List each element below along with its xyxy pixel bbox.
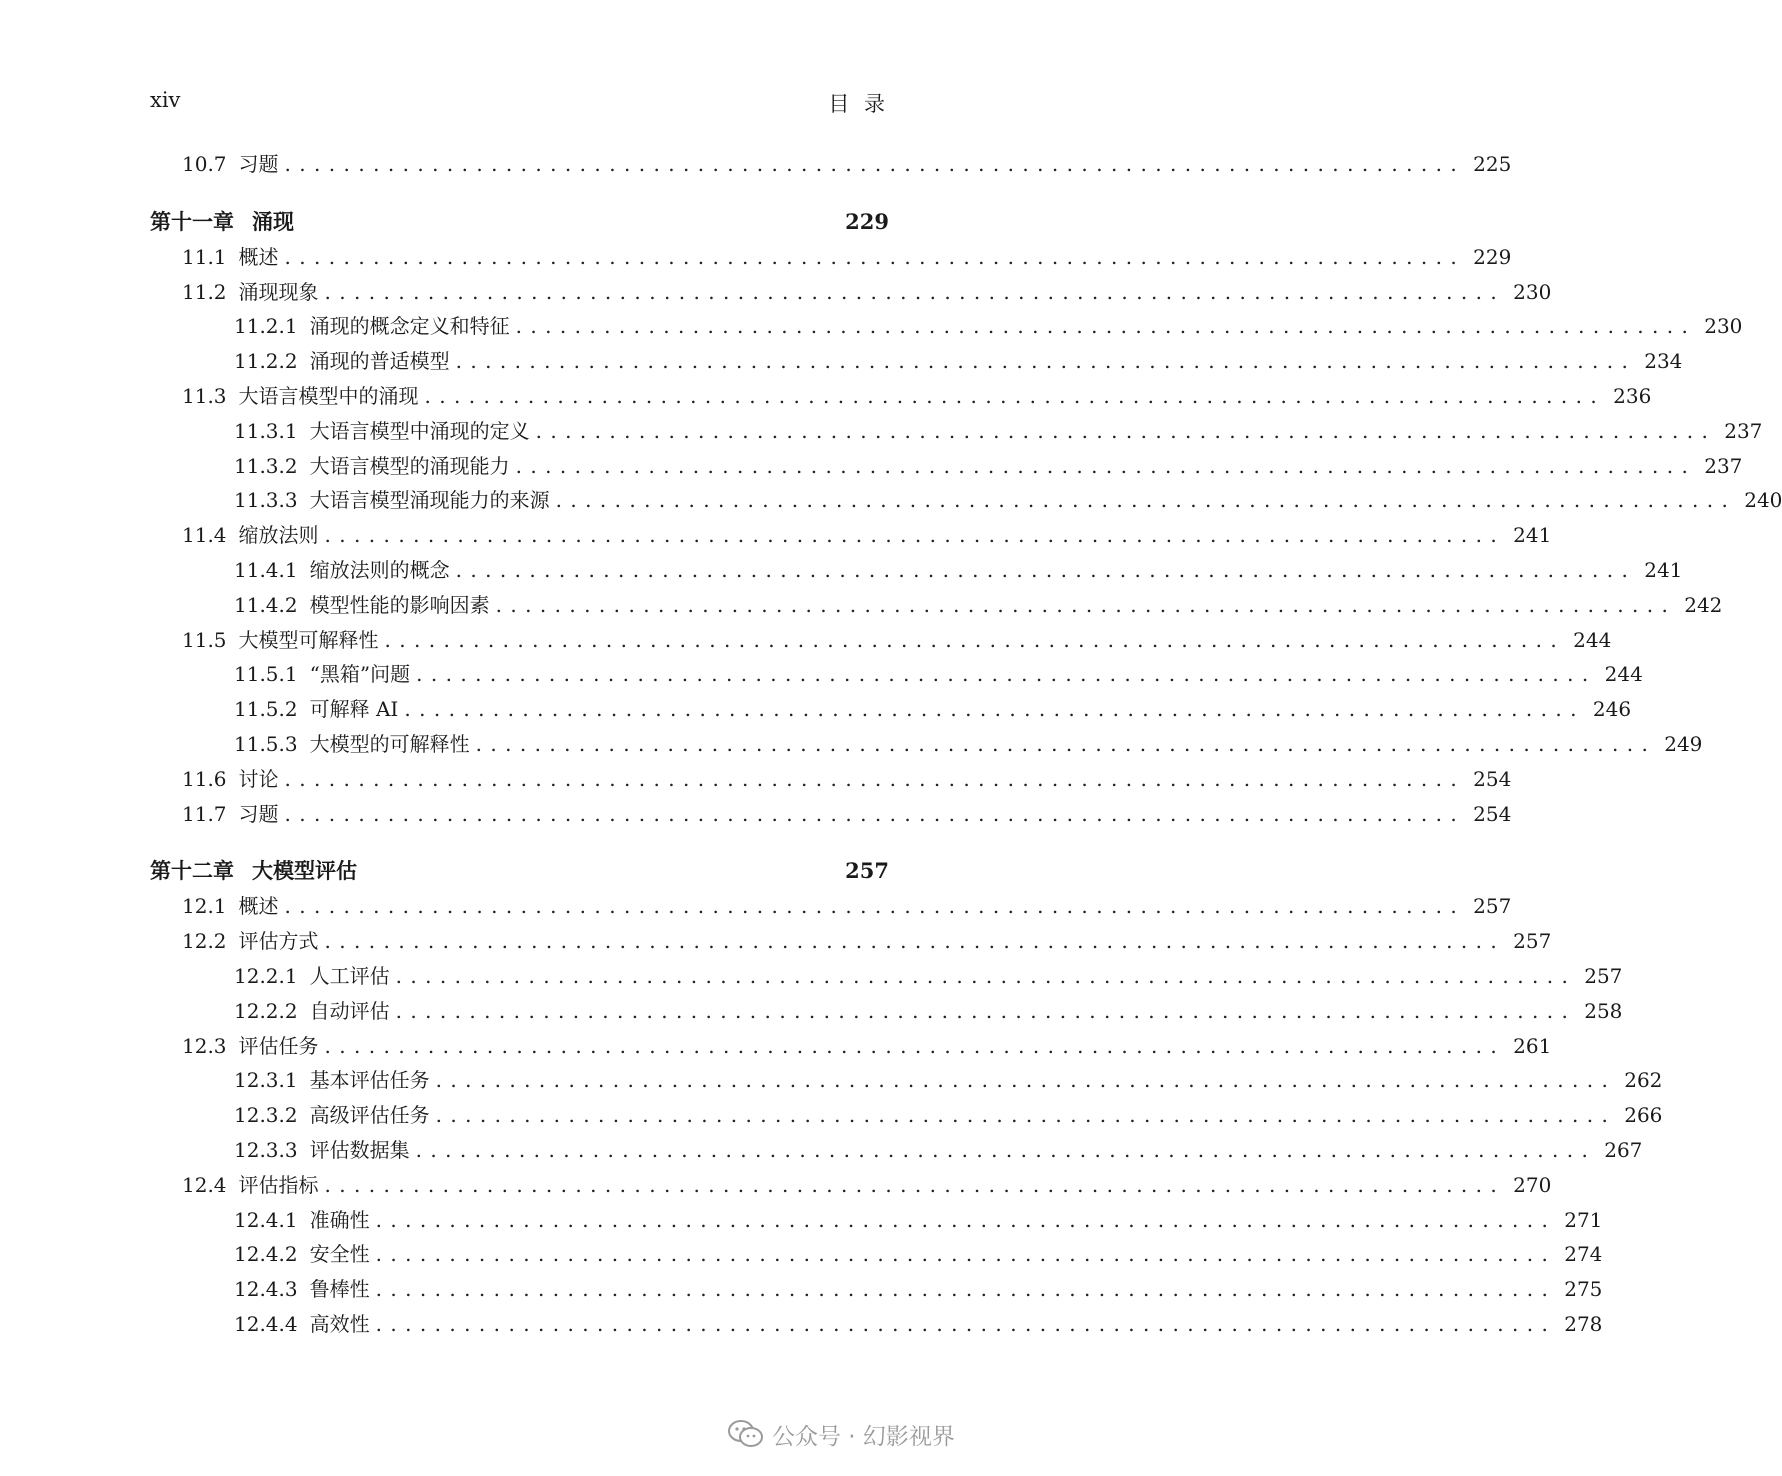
dot-leader: ................................................................................ bbox=[375, 1311, 1557, 1336]
dot-leader: ................................................................................ bbox=[324, 523, 1506, 548]
section-page: 261 bbox=[1513, 1033, 1552, 1058]
section-page: 249 bbox=[1664, 731, 1703, 756]
section-page: 242 bbox=[1684, 592, 1723, 617]
section-title: 概述 bbox=[238, 244, 279, 269]
dot-leader: ................................................................................ bbox=[284, 894, 1466, 919]
dot-leader: ................................................................................ bbox=[424, 383, 1606, 408]
section-number: 11.3.1 bbox=[234, 418, 298, 443]
section-title: 高级评估任务 bbox=[309, 1103, 430, 1128]
dot-leader: ................................................................................ bbox=[475, 731, 1657, 756]
toc-section-row[interactable] bbox=[150, 623, 1612, 658]
section-page: 270 bbox=[1513, 1172, 1552, 1197]
section-title: 大语言模型的涌现能力 bbox=[309, 453, 510, 478]
section-number: 12.4.4 bbox=[234, 1311, 298, 1336]
section-page: 254 bbox=[1473, 801, 1512, 826]
dot-leader: ................................................................................ bbox=[404, 697, 1585, 722]
section-number: 11.5.1 bbox=[234, 662, 298, 687]
chapter-number: 第十一章 bbox=[150, 208, 234, 234]
section-title: 可解释 AI bbox=[309, 697, 399, 722]
toc-subsection-row[interactable] bbox=[150, 692, 1632, 727]
section-page: 257 bbox=[1473, 894, 1512, 919]
toc-subsection-row[interactable] bbox=[150, 483, 1782, 518]
section-title: 评估任务 bbox=[238, 1033, 319, 1058]
dot-leader: ................................................................................ bbox=[555, 488, 1737, 513]
section-number: 11.3.2 bbox=[234, 453, 298, 478]
toc-subsection-row[interactable] bbox=[150, 588, 1723, 623]
toc-subsection-row[interactable] bbox=[150, 994, 1623, 1029]
section-title: 缩放法则的概念 bbox=[309, 557, 450, 582]
section-number: 12.2.1 bbox=[234, 963, 298, 988]
section-number: 11.5.3 bbox=[234, 731, 298, 756]
section-number: 12.3 bbox=[182, 1033, 227, 1058]
chapter-page: 229 bbox=[845, 208, 889, 234]
section-number: 12.2 bbox=[182, 929, 227, 954]
running-title: 目 录 bbox=[828, 92, 889, 116]
section-title: 评估数据集 bbox=[309, 1137, 410, 1162]
dot-leader: ................................................................................ bbox=[284, 801, 1466, 826]
toc-section-row[interactable] bbox=[150, 762, 1512, 797]
toc-section-row[interactable] bbox=[150, 1168, 1552, 1203]
section-title: 习题 bbox=[238, 152, 279, 176]
dot-leader: ................................................................................ bbox=[535, 418, 1717, 443]
section-page: 278 bbox=[1564, 1311, 1603, 1336]
section-page: 257 bbox=[1513, 929, 1552, 954]
section-number: 11.4.2 bbox=[234, 592, 298, 617]
section-page: 244 bbox=[1604, 662, 1643, 687]
section-number: 10.7 bbox=[182, 152, 227, 176]
toc-section-row[interactable] bbox=[150, 924, 1552, 959]
dot-leader: ................................................................................ bbox=[284, 766, 1466, 791]
toc-subsection-row[interactable] bbox=[150, 1237, 1603, 1272]
section-number: 12.3.3 bbox=[234, 1137, 298, 1162]
watermark-text: 公众号 · 幻影视界 bbox=[772, 1423, 955, 1450]
toc-section-row[interactable] bbox=[150, 518, 1552, 553]
section-title: 评估方式 bbox=[238, 929, 319, 954]
toc-subsection-row[interactable] bbox=[150, 414, 1763, 449]
dot-leader: ................................................................................ bbox=[515, 453, 1697, 478]
dot-leader: ................................................................................ bbox=[284, 152, 1466, 176]
toc-section-row[interactable] bbox=[150, 147, 1512, 182]
section-number: 12.1 bbox=[182, 894, 227, 919]
section-number: 11.4 bbox=[182, 523, 227, 548]
section-number: 11.3.3 bbox=[234, 488, 298, 513]
section-number: 11.1 bbox=[182, 244, 227, 269]
dot-leader: ................................................................................ bbox=[324, 1033, 1506, 1058]
section-page: 267 bbox=[1604, 1137, 1643, 1162]
section-page: 275 bbox=[1564, 1277, 1603, 1302]
page-header bbox=[150, 88, 889, 120]
section-number: 11.4.1 bbox=[234, 557, 298, 582]
section-page: 230 bbox=[1513, 279, 1552, 304]
watermark bbox=[728, 1416, 955, 1452]
section-title: 大模型的可解释性 bbox=[309, 731, 470, 756]
toc-subsection-row[interactable] bbox=[150, 727, 1703, 762]
section-page: 240 bbox=[1744, 488, 1782, 513]
page-number-roman: xiv bbox=[150, 88, 181, 112]
chapter-title: 涌现 bbox=[252, 208, 294, 234]
section-title: 模型性能的影响因素 bbox=[309, 592, 490, 617]
section-page: 258 bbox=[1584, 998, 1623, 1023]
section-page: 257 bbox=[1584, 963, 1623, 988]
chapter-title: 大模型评估 bbox=[252, 858, 357, 884]
section-page: 254 bbox=[1473, 766, 1512, 791]
toc-section-row[interactable] bbox=[150, 240, 1512, 275]
dot-leader: ................................................................................ bbox=[435, 1103, 1617, 1128]
section-title: 涌现的概念定义和特征 bbox=[309, 314, 510, 339]
section-number: 11.2 bbox=[182, 279, 227, 304]
section-number: 11.7 bbox=[182, 801, 227, 826]
toc-subsection-row[interactable] bbox=[150, 1063, 1663, 1098]
section-title: 大模型可解释性 bbox=[238, 627, 379, 652]
dot-leader: ................................................................................ bbox=[375, 1242, 1557, 1267]
section-title: 大语言模型中的涌现 bbox=[238, 383, 419, 408]
dot-leader: ................................................................................ bbox=[395, 963, 1577, 988]
section-number: 12.3.1 bbox=[234, 1068, 298, 1093]
toc-subsection-row[interactable] bbox=[150, 1133, 1643, 1168]
section-title: 高效性 bbox=[309, 1311, 370, 1336]
section-title: 准确性 bbox=[309, 1207, 370, 1232]
section-page: 237 bbox=[1724, 418, 1763, 443]
section-title: 涌现的普适模型 bbox=[309, 349, 450, 374]
section-title: 自动评估 bbox=[309, 998, 390, 1023]
toc-subsection-row[interactable] bbox=[150, 1307, 1603, 1342]
section-page: 271 bbox=[1564, 1207, 1603, 1232]
section-page: 241 bbox=[1513, 523, 1552, 548]
dot-leader: ................................................................................ bbox=[384, 627, 1566, 652]
dot-leader: ................................................................................ bbox=[375, 1277, 1557, 1302]
toc-section-row[interactable] bbox=[150, 797, 1512, 832]
section-page: 274 bbox=[1564, 1242, 1603, 1267]
section-title: 概述 bbox=[238, 894, 279, 919]
dot-leader: ................................................................................ bbox=[515, 314, 1697, 339]
dot-leader: ................................................................................ bbox=[495, 592, 1677, 617]
chapter-page: 257 bbox=[845, 858, 889, 884]
section-title: 基本评估任务 bbox=[309, 1068, 430, 1093]
section-page: 246 bbox=[1592, 697, 1632, 722]
dot-leader: ................................................................................ bbox=[416, 662, 1597, 687]
toc-subsection-row[interactable] bbox=[150, 1272, 1603, 1307]
section-number: 12.4.3 bbox=[234, 1277, 298, 1302]
dot-leader: ................................................................................ bbox=[375, 1207, 1557, 1232]
section-page: 244 bbox=[1573, 627, 1612, 652]
section-number: 11.5.2 bbox=[234, 697, 298, 722]
toc-chapter-row[interactable] bbox=[150, 204, 889, 240]
section-number: 11.3 bbox=[182, 383, 227, 408]
section-number: 11.2.1 bbox=[234, 314, 298, 339]
section-title: 大语言模型中涌现的定义 bbox=[309, 418, 530, 443]
dot-leader: ................................................................................ bbox=[455, 557, 1637, 582]
section-title: 鲁棒性 bbox=[309, 1277, 370, 1302]
section-number: 12.4.1 bbox=[234, 1207, 298, 1232]
toc-subsection-row[interactable] bbox=[150, 449, 1743, 484]
toc-subsection-row[interactable] bbox=[150, 344, 1683, 379]
section-number: 11.2.2 bbox=[234, 349, 298, 374]
section-title: 习题 bbox=[238, 801, 279, 826]
toc-chapter-row[interactable] bbox=[150, 853, 889, 889]
section-title: 评估指标 bbox=[238, 1172, 319, 1197]
dot-leader: ................................................................................ bbox=[324, 929, 1506, 954]
toc-section-row[interactable] bbox=[150, 379, 1652, 414]
toc-section-row[interactable] bbox=[150, 889, 1512, 924]
section-page: 236 bbox=[1613, 383, 1652, 408]
dot-leader: ................................................................................ bbox=[324, 279, 1506, 304]
section-number: 12.4.2 bbox=[234, 1242, 298, 1267]
dot-leader: ................................................................................ bbox=[435, 1068, 1617, 1093]
section-number: 11.5 bbox=[182, 627, 227, 652]
toc-section-row[interactable] bbox=[150, 275, 1552, 310]
section-title: 人工评估 bbox=[309, 963, 390, 988]
section-page: 262 bbox=[1624, 1068, 1663, 1093]
section-page: 241 bbox=[1644, 557, 1683, 582]
dot-leader: ................................................................................ bbox=[395, 998, 1577, 1023]
dot-leader: ................................................................................ bbox=[324, 1172, 1506, 1197]
section-title: 安全性 bbox=[309, 1242, 370, 1267]
section-page: 237 bbox=[1704, 453, 1743, 478]
table-of-contents bbox=[150, 147, 1782, 1342]
toc-subsection-row[interactable] bbox=[150, 553, 1683, 588]
wechat-icon bbox=[728, 1419, 764, 1449]
dot-leader: ................................................................................ bbox=[415, 1137, 1597, 1162]
section-page: 230 bbox=[1704, 314, 1743, 339]
toc-section-row[interactable] bbox=[150, 1029, 1552, 1064]
toc-subsection-row[interactable] bbox=[150, 657, 1643, 692]
section-title: 缩放法则 bbox=[238, 523, 319, 548]
toc-subsection-row[interactable] bbox=[150, 1098, 1663, 1133]
section-number: 12.2.2 bbox=[234, 998, 298, 1023]
section-title: 涌现现象 bbox=[238, 279, 319, 304]
section-title: 大语言模型涌现能力的来源 bbox=[309, 488, 550, 513]
toc-subsection-row[interactable] bbox=[150, 309, 1743, 344]
section-number: 12.3.2 bbox=[234, 1103, 298, 1128]
chapter-number: 第十二章 bbox=[150, 858, 234, 884]
dot-leader: ................................................................................ bbox=[284, 244, 1466, 269]
section-page: 229 bbox=[1473, 244, 1512, 269]
section-page: 234 bbox=[1644, 349, 1683, 374]
dot-leader: ................................................................................ bbox=[455, 349, 1637, 374]
section-number: 11.6 bbox=[182, 766, 227, 791]
section-page: 225 bbox=[1473, 152, 1512, 176]
toc-subsection-row[interactable] bbox=[150, 959, 1623, 994]
section-number: 12.4 bbox=[182, 1172, 227, 1197]
toc-subsection-row[interactable] bbox=[150, 1203, 1603, 1238]
section-page: 266 bbox=[1624, 1103, 1663, 1128]
section-title: “黑箱”问题 bbox=[309, 662, 411, 687]
section-title: 讨论 bbox=[238, 766, 279, 791]
